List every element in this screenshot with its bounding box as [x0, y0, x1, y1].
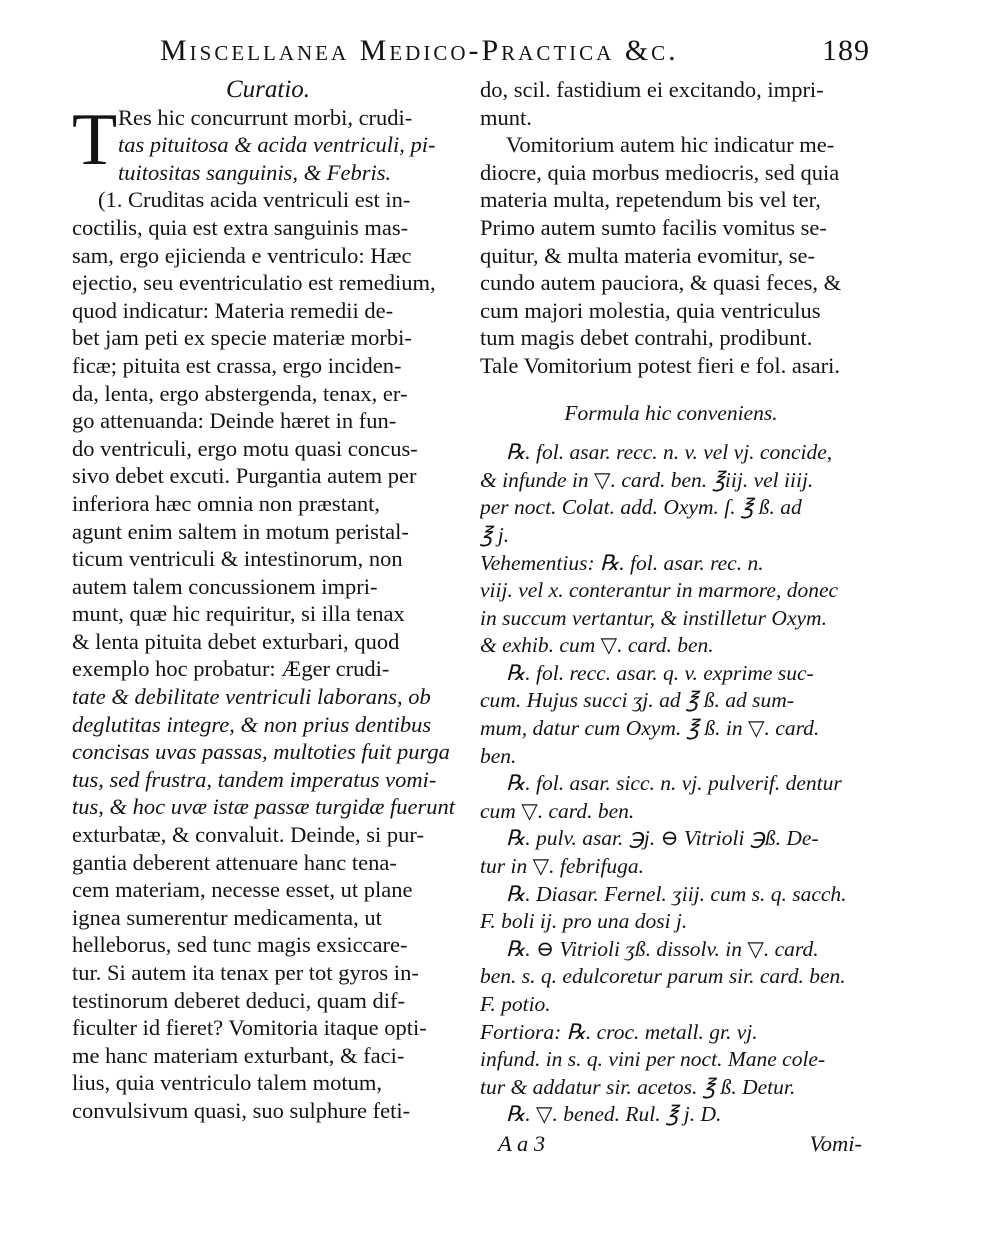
recipe-line: ℞. fol. asar. sicc. n. vj. pulverif. dentur [506, 771, 842, 796]
running-header [160, 34, 870, 80]
recipe-line: Fortiora: ℞. croc. metall. gr. vj. [480, 1019, 758, 1044]
text-line: ficæ; pituita est crassa, ergo inciden- [72, 352, 402, 378]
recipe-line: cum. Hujus succi ʒj. ad ℥ ß. ad sum- [480, 688, 794, 713]
section-heading: Curatio. [225, 76, 311, 103]
text-line: tur. Si autem ita tenax per tot gyros in- [72, 960, 419, 985]
right-column [480, 76, 862, 1159]
text-line: munt. [480, 104, 532, 130]
text-line: (1. Cruditas acida ventriculi est in- [98, 187, 411, 213]
text-line: me hanc materiam exturbant, & faci- [72, 1042, 405, 1068]
formula-heading: Formula hic conveniens. [564, 400, 778, 425]
page-number: 189 [822, 34, 870, 67]
text-line: cem materiam, necesse esset, ut plane [72, 877, 413, 903]
text-line: da, lenta, ergo abstergenda, tenax, er- [72, 380, 408, 406]
recipe-line: tur & addatur sir. acetos. ℥ ß. Detur. [480, 1074, 796, 1099]
text-line: tuitositas sanguinis, & Febris. [118, 159, 392, 185]
text-line: Primo autem sumto facilis vomitus se- [480, 214, 827, 240]
recipe-line: in succum vertantur, & instilletur Oxym. [480, 605, 827, 630]
text-line: tus, & hoc uvæ istæ passæ turgidæ fuerunt [72, 794, 455, 820]
signature-mark: A a 3 [498, 1130, 546, 1156]
text-line: diocre, quia morbus mediocris, sed quia [480, 159, 840, 185]
recipe-line: ℞. pulv. asar. ℈j. ⊖ Vitrioli ℈ß. De- [506, 826, 819, 851]
recipe-line: ben. [480, 743, 517, 768]
text-line: quod indicatur: Materia remedii de- [72, 297, 394, 323]
running-title: Miscellanea Medico-Practica &c. [160, 34, 679, 67]
text-line: Vomitorium autem hic indicatur me- [506, 132, 835, 158]
text-line: do, scil. fastidium ei excitando, impri- [480, 77, 824, 102]
text-line: gantia deberent attenuare hanc tena- [72, 849, 397, 875]
text-line: ficulter id fieret? Vomitoria itaque opti- [72, 1015, 427, 1041]
text-line: sivo debet excuti. Purgantia autem per [72, 463, 417, 489]
text-line: testinorum deberet deduci, quam dif- [72, 987, 406, 1013]
text-line: agunt enim saltem in motum peristal- [72, 518, 409, 544]
text-line: do ventriculi, ergo motu quasi concus- [72, 435, 418, 461]
text-line: exemplo hoc probatur: Æger crudi- [72, 656, 390, 682]
recipe-line: & exhib. cum ▽. card. ben. [480, 633, 714, 658]
text-line: inferiora hæc omnia non præstant, [72, 490, 381, 516]
text-line: materia multa, repetendum bis vel ter, [480, 187, 821, 213]
text-line: quitur, & multa materia evomitur, se- [480, 242, 815, 268]
recipe-line: ben. s. q. edulcoretur parum sir. card. ben. [480, 964, 846, 989]
text-line: convulsivum quasi, suo sulphure feti- [72, 1097, 411, 1123]
left-column [72, 76, 464, 1125]
recipe-line: ℞. fol. asar. recc. n. v. vel vj. concide, [506, 440, 833, 465]
recipe-line: & infunde in ▽. card. ben. ℥iij. vel iiij. [480, 467, 814, 492]
recipe-line: ℞. fol. recc. asar. q. v. exprime suc- [506, 660, 814, 685]
recipe-line: per noct. Colat. add. Oxym. ſ. ℥ ß. ad [480, 495, 802, 520]
recipe-line: ℥ j. [480, 522, 510, 547]
text-line: helleborus, sed tunc magis exsiccare- [72, 932, 408, 958]
recipe-line: infund. in s. q. vini per noct. Mane cole- [480, 1047, 826, 1072]
text-line: tum magis debet contrahi, prodibunt. [480, 325, 813, 351]
text-line: & lenta pituita debet exturbari, quod [72, 628, 400, 654]
text-line: tate & debilitate ventriculi laborans, ob [72, 684, 431, 710]
text-line: ejectio, seu eventriculatio est remedium, [72, 270, 436, 296]
text-line: bet jam peti ex specie materiæ morbi- [72, 325, 412, 351]
text-line: go attenuanda: Deinde hæret in fun- [72, 408, 397, 434]
text-line: lius, quia ventriculo talem motum, [72, 1070, 382, 1096]
text-line: autem talem concussionem impri- [72, 573, 378, 599]
text-line: munt, quæ hic requiritur, si illa tenax [72, 601, 405, 627]
recipe-line: mum, datur cum Oxym. ℥ ß. in ▽. card. [480, 716, 820, 741]
text-line: deglutitas integre, & non prius dentibus [72, 711, 432, 737]
text-line: tus, sed frustra, tandem imperatus vomi- [72, 766, 437, 792]
text-line: ignea sumerentur medicamenta, ut [72, 904, 382, 930]
page-footer [480, 1129, 862, 1159]
recipe-line: tur in ▽. febrifuga. [480, 854, 645, 879]
recipe-line: F. potio. [480, 992, 551, 1016]
recipe-line: ℞. ⊖ Vitrioli ʒß. dissolv. in ▽. card. [506, 936, 819, 961]
recipe-line: ℞. ▽. bened. Rul. ℥ j. D. [506, 1102, 722, 1127]
text-line: cundo autem pauciora, & quasi feces, & [480, 270, 842, 296]
text-line: tas pituitosa & acida ventriculi, pi- [118, 132, 436, 158]
recipe-line: viij. vel x. conterantur in marmore, donec [480, 578, 839, 603]
text-line: ticum ventriculi & intestinorum, non [72, 546, 403, 572]
recipe-line: F. boli ij. pro una dosi j. [480, 909, 688, 934]
text-line: concisas uvas passas, multoties fuit purga [72, 739, 450, 765]
text-line: cum majori molestia, quia ventriculus [480, 297, 821, 323]
recipe-line: Vehementius: ℞. fol. asar. rec. n. [480, 550, 764, 575]
catchword: Vomi- [809, 1130, 862, 1156]
drop-initial: T [72, 99, 118, 181]
text-line: sam, ergo ejicienda e ventriculo: Hæc [72, 242, 412, 268]
text-line: exturbatæ, & convaluit. Deinde, si pur- [72, 822, 424, 848]
recipe-line: ℞. Diasar. Fernel. ʒiij. cum s. q. sacch. [506, 881, 847, 906]
text-line: Res hic concurrunt morbi, crudi- [118, 104, 413, 130]
text-line: Tale Vomitorium potest fieri e fol. asari. [480, 352, 841, 378]
recipe-line: cum ▽. card. ben. [480, 798, 635, 823]
text-line: coctilis, quia est extra sanguinis mas- [72, 214, 409, 240]
